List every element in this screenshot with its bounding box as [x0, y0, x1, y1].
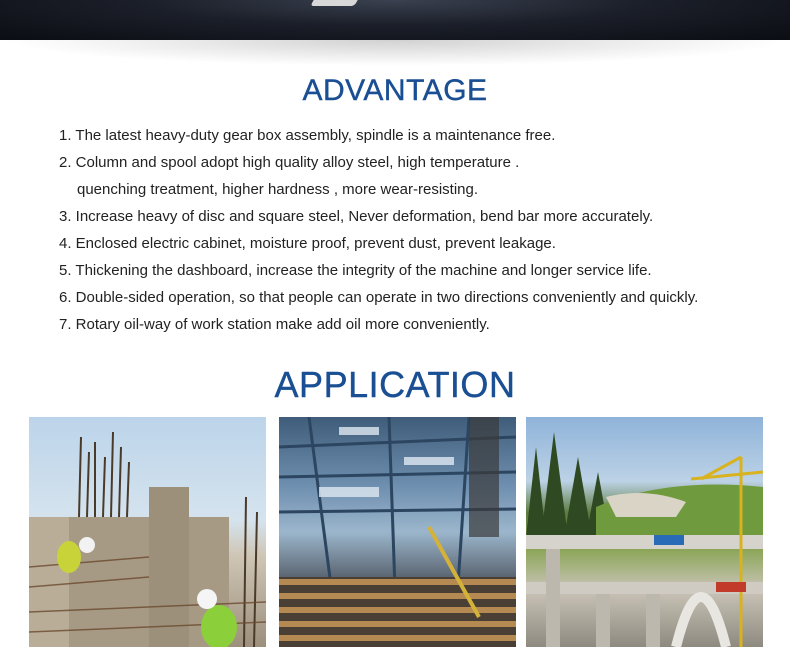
advantage-item-7: 7. Rotary oil-way of work station make add oil more conveniently. — [59, 316, 490, 333]
advantage-item-5: 5. Thickening the dashboard, increase the integrity of the machine and longer service life. — [59, 262, 652, 279]
advantage-item-3: 3. Increase heavy of disc and square steel, Never deformation, bend bar more accurately. — [59, 208, 654, 225]
steel-warehouse-illustration — [279, 417, 516, 647]
banner-highlight — [310, 0, 357, 6]
advantage-item-6: 6. Double-sided operation, so that people can operate in two directions conveniently and quickly. — [59, 289, 699, 306]
steel-warehouse-photo — [279, 417, 516, 647]
construction-workers-illustration — [29, 417, 266, 647]
advantage-item-2: 2. Column and spool adopt high quality alloy steel, high temperature . — [59, 154, 520, 171]
advantage-item-2-continued: quenching treatment, higher hardness , more wear-resisting. — [77, 181, 479, 198]
top-banner-image — [0, 0, 790, 40]
application-heading: APPLICATION — [274, 364, 516, 405]
construction-workers-photo — [29, 417, 266, 647]
advantage-item-4: 4. Enclosed electric cabinet, moisture proof, prevent dust, prevent leakage. — [59, 235, 556, 252]
advantage-list — [59, 122, 698, 338]
bridge-construction-photo — [526, 417, 763, 647]
banner-shadow — [0, 40, 790, 66]
advantage-item-1: 1. The latest heavy-duty gear box assembly, spindle is a maintenance free. — [59, 127, 556, 144]
advantage-heading: ADVANTAGE — [302, 74, 488, 107]
bridge-construction-illustration — [526, 417, 763, 647]
